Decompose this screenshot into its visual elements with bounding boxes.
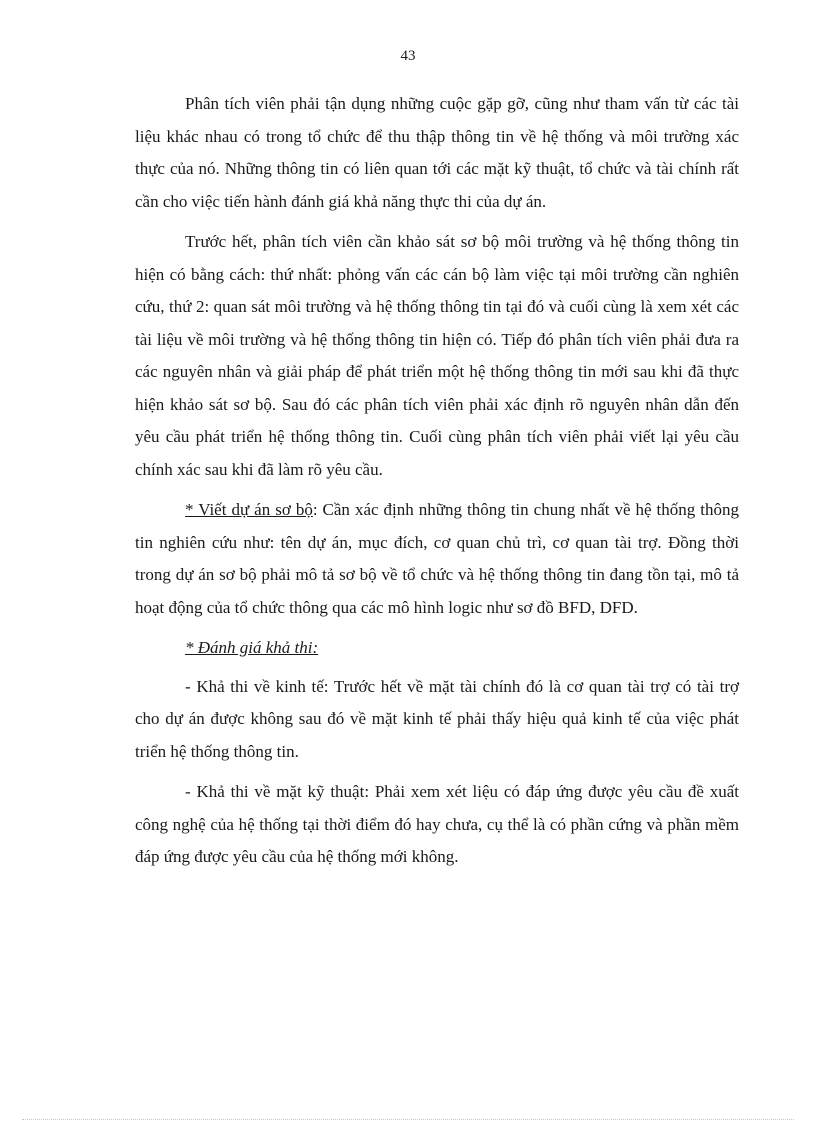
draft-project-text: : Cần xác định những thông tin chung nhất về hệ thống thông tin nghiên cứu như: tên dự án, mục đích, cơ quan chủ trì, cơ quan tài trợ. Đồng thời trong dự án sơ bộ phải mô tả sơ bộ về tổ chức và hệ thống thông tin đang tồn tại, mô tả hoạt động của tổ chức thông qua các mô hình logic như sơ đồ BFD, DFD. bbox=[135, 500, 740, 617]
paragraph-intro: Phân tích viên phải tận dụng những cuộc gặp gỡ, cũng như tham vấn từ các tài liệu khác nhau có trong tổ chức để thu thập thông tin về hệ thống và môi trường xác thực của nó. Những thông tin có liên quan tới các mặt kỹ thuật, tổ chức và tài chính rất cần cho việc tiến hành đánh giá khả năng thực thi của dự án. bbox=[135, 94, 739, 211]
page-bottom-divider bbox=[22, 1119, 794, 1120]
draft-project-heading: * Viết dự án sơ bộ bbox=[185, 500, 313, 519]
feasibility-heading: * Đánh giá khả thi: bbox=[185, 638, 319, 657]
paragraph-technical-feasibility: - Khả thi về mặt kỹ thuật: Phải xem xét liệu có đáp ứng được yêu cầu đề xuất công nghệ của hệ thống tại thời điểm đó hay chưa, cụ thể là có phần cứng và phần mềm đáp ứng được yêu cầu của hệ thống mới không. bbox=[135, 782, 739, 866]
page-number: 43 bbox=[400, 48, 416, 64]
paragraph-feasibility-heading bbox=[135, 632, 739, 665]
paragraph-economic-feasibility: - Khả thi về kinh tế: Trước hết về mặt tài chính đó là cơ quan tài trợ có tài trợ cho dự án được không sau đó về mặt kinh tế phải thấy hiệu quả kinh tế của việc phát triển hệ thống thông tin. bbox=[135, 676, 739, 761]
paragraph-draft-project bbox=[135, 494, 739, 624]
paragraph-survey: Trước hết, phân tích viên cần khảo sát sơ bộ môi trường và hệ thống thông tin hiện có bằng cách: thứ nhất: phỏng vấn các cán bộ làm việc tại môi trường cần nghiên cứu, thứ 2: quan sát môi trường và hệ thống thông tin tại đó và cuối cùng là xem xét các tài liệu về môi trường và hệ thống thông tin hiện có. Tiếp đó phân tích viên phải đưa ra các nguyên nhân và giải pháp để phát triển một hệ thống thông tin mới sau khi đã thực hiện khảo sát sơ bộ. Sau đó các phân tích viên phải xác định rõ nguyên nhân dẫn đến yêu cầu phát triển hệ thống thông tin. Cuối cùng phân tích viên phải viết lại yêu cầu chính xác sau khi đã làm rõ yêu cầu. bbox=[135, 232, 739, 479]
document-body bbox=[135, 88, 739, 882]
